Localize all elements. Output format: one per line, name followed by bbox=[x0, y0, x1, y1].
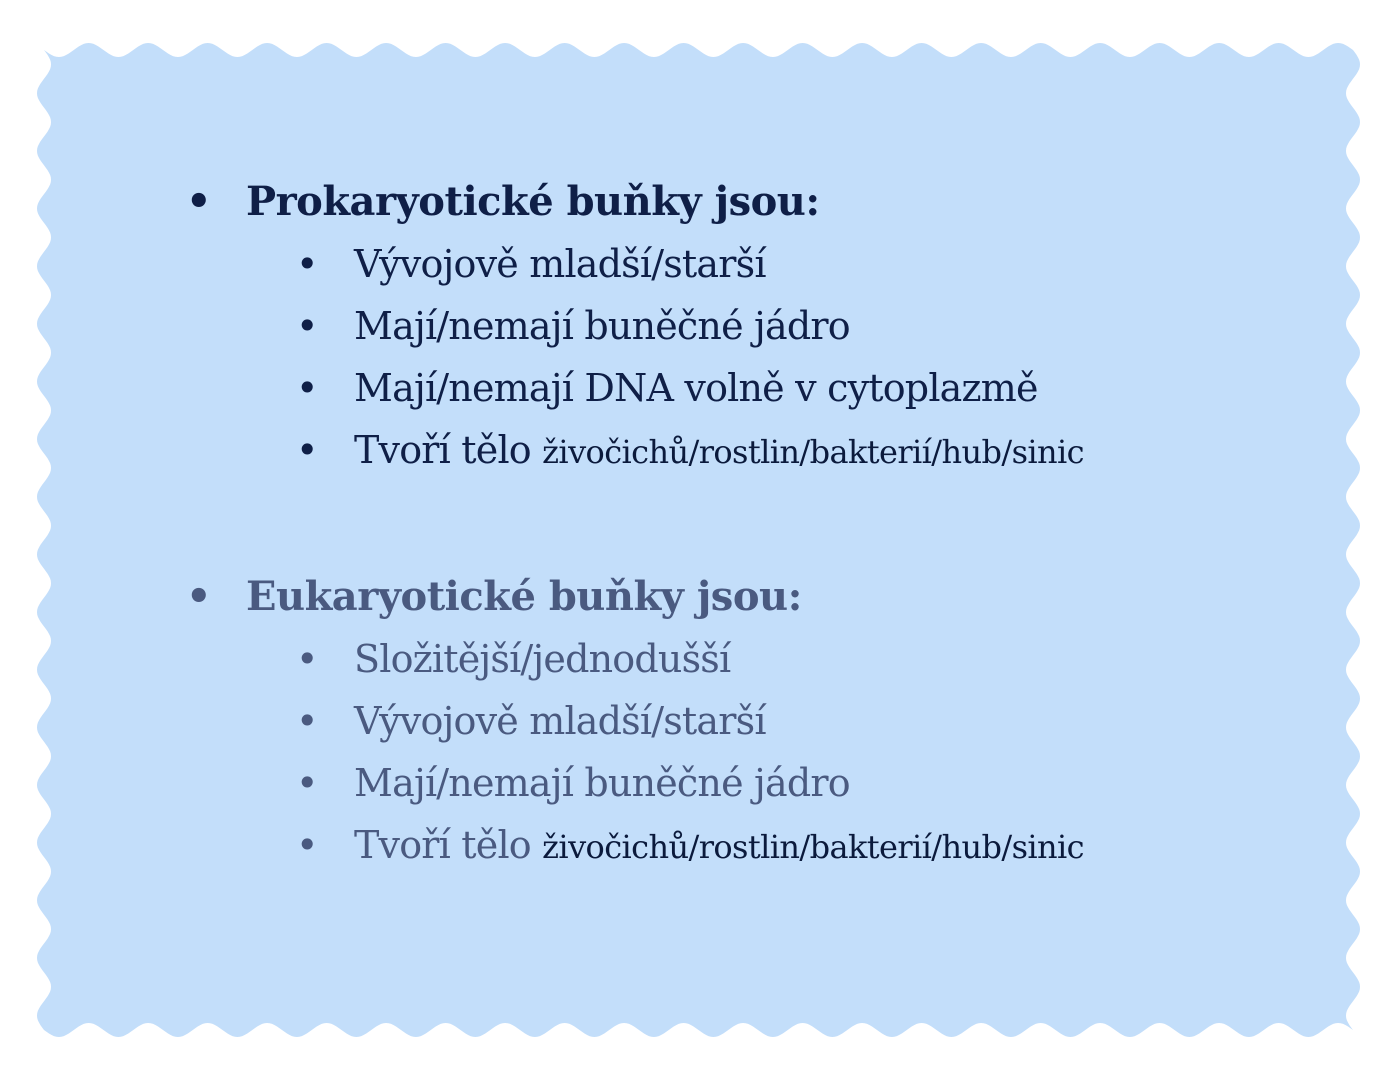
eukaryotic-heading: Eukaryotické buňky jsou: bbox=[246, 573, 802, 620]
bullet-icon: • bbox=[186, 178, 212, 225]
list-item-text: Mají/nemají buněčné jádro bbox=[354, 304, 850, 348]
prokaryotic-heading-row bbox=[0, 171, 1397, 233]
bullet-icon: • bbox=[296, 366, 319, 410]
list-item bbox=[0, 419, 1397, 481]
list-item-text: Mají/nemají DNA volně v cytoplazmě bbox=[354, 366, 1038, 410]
list-item bbox=[0, 233, 1397, 295]
list-item-text: Mají/nemají buněčné jádro bbox=[354, 761, 850, 805]
list-item-text: Vývojově mladší/starší bbox=[354, 242, 766, 286]
list-item-text: Složitější/jednodušší bbox=[354, 637, 731, 681]
bullet-icon: • bbox=[296, 242, 319, 286]
list-item-text: Vývojově mladší/starší bbox=[354, 699, 766, 743]
list-item bbox=[0, 357, 1397, 419]
list-item bbox=[0, 628, 1397, 690]
bullet-icon: • bbox=[296, 699, 319, 743]
bullet-icon: • bbox=[296, 304, 319, 348]
prokaryotic-heading: Prokaryotické buňky jsou: bbox=[246, 178, 820, 225]
bullet-icon: • bbox=[296, 761, 319, 805]
list-item bbox=[0, 814, 1397, 876]
prokaryotic-section bbox=[0, 171, 1397, 481]
bullet-icon: • bbox=[296, 637, 319, 681]
bullet-icon: • bbox=[186, 573, 212, 620]
list-item-text: Tvoří tělo živočichů/rostlin/bakterií/hub/sinic bbox=[354, 823, 1084, 867]
eukaryotic-heading-row bbox=[0, 566, 1397, 628]
list-item bbox=[0, 690, 1397, 752]
list-item bbox=[0, 295, 1397, 357]
eukaryotic-section bbox=[0, 566, 1397, 876]
bullet-icon: • bbox=[296, 428, 319, 472]
bullet-icon: • bbox=[296, 823, 319, 867]
list-item bbox=[0, 752, 1397, 814]
list-item-text: Tvoří tělo živočichů/rostlin/bakterií/hub/sinic bbox=[354, 428, 1084, 472]
